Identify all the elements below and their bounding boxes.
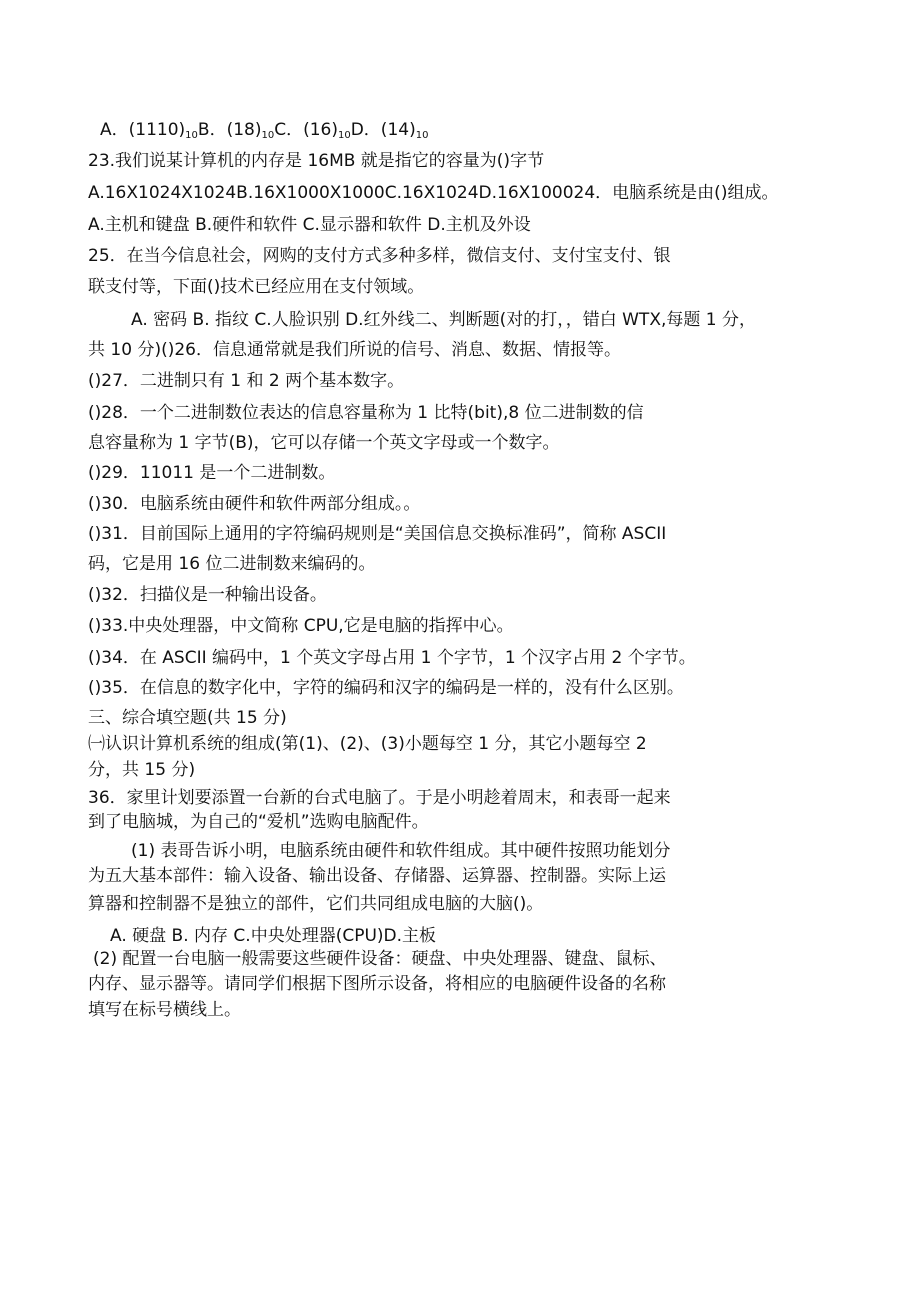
question-36 (88, 787, 671, 809)
question-31-cont (88, 553, 375, 575)
question-35 (88, 677, 684, 699)
subscript: 10 (415, 130, 429, 141)
text-line: 三、综合填空题(共 15 分) (88, 708, 287, 728)
question-36-part-1-cont (88, 865, 666, 887)
subscript: 10 (337, 130, 351, 141)
text-line: 分，共 15 分) (88, 760, 196, 780)
text-line: A. 密码 B. 指纹 C.人脸识别 D.红外线二、判断题(对的打，，错白 WTX,每题 1 分， (131, 310, 756, 330)
text-line: (1) 表哥告诉小明，电脑系统由硬件和软件组成。其中硬件按照功能划分 (131, 841, 671, 861)
text-segment: A．(1110) (100, 120, 186, 140)
options-q25-section-2 (131, 309, 756, 331)
question-26 (88, 339, 621, 361)
question-36-part-2 (93, 948, 666, 970)
text-line: (2) 配置一台电脑一般需要这些硬件设备：硬盘、中央处理器、键盘、鼠标、 (93, 949, 667, 969)
text-line: 填写在标号横线上。 (88, 1000, 241, 1020)
section-3-heading (88, 707, 287, 729)
text-line: 23.我们说某计算机的内存是 16MB 就是指它的容量为()字节 (88, 151, 545, 171)
text-segment: D．(14) (350, 120, 416, 140)
text-line: ()29．11011 是一个二进制数。 (88, 463, 336, 483)
text-segment: C．(16) (274, 120, 338, 140)
text-line: 为五大基本部件：输入设备、输出设备、存储器、运算器、控制器。实际上运 (88, 866, 666, 886)
question-27 (88, 370, 404, 392)
text-line: A.16X1024X1024B.16X1000X1000C.16X1024D.16X100024．电脑系统是由()组成。 (88, 183, 779, 203)
text-line: 联支付等，下面()技术已经应用在支付领域。 (88, 277, 425, 297)
text-segment: B．(18) (197, 120, 262, 140)
question-36-part-2-cont2 (88, 999, 241, 1021)
text-line: A.主机和键盘 B.硬件和软件 C.显示器和软件 D.主机及外设 (88, 215, 531, 235)
text-line: ()28．一个二进制数位表达的信息容量称为 1 比特(bit),8 位二进制数的信 (88, 403, 644, 423)
question-36-part-1-cont2 (88, 893, 543, 915)
text-line: 到了电脑城，为自己的“爱机”选购电脑配件。 (88, 812, 429, 832)
question-36-part-2-cont (88, 973, 666, 995)
text-line: ()30．电脑系统由硬件和软件两部分组成。。 (88, 494, 421, 514)
text-line: 共 10 分)()26．信息通常就是我们所说的信号、消息、数据、情报等。 (88, 340, 621, 360)
question-36-cont (88, 811, 429, 833)
text-line: ㈠认识计算机系统的组成(第(1)、(2)、(3)小题每空 1 分，其它小题每空 2 (88, 734, 647, 754)
text-line: ()32．扫描仪是一种输出设备。 (88, 585, 327, 605)
text-line: 码，它是用 16 位二进制数来编码的。 (88, 554, 376, 574)
question-25-cont (88, 276, 424, 298)
question-31 (88, 523, 666, 545)
text-line: ()33.中央处理器，中文简称 CPU,它是电脑的指挥中心。 (88, 616, 514, 636)
question-28-cont (88, 432, 560, 454)
question-34 (88, 647, 696, 669)
question-23 (88, 150, 544, 172)
text-line: ()35．在信息的数字化中，字符的编码和汉字的编码是一样的，没有什么区别。 (88, 678, 684, 698)
question-28 (88, 402, 644, 424)
text-line: 36．家里计划要添置一台新的台式电脑了。于是小明趁着周末，和表哥一起来 (88, 788, 671, 808)
question-30 (88, 493, 420, 515)
text-line: A. 硬盘 B. 内存 C.中央处理器(CPU)D.主板 (110, 926, 437, 946)
text-line: 25．在当今信息社会，网购的支付方式多种多样，微信支付、支付宝支付、银 (88, 246, 671, 266)
subscript: 10 (185, 130, 198, 141)
question-32 (88, 584, 327, 606)
subsection-1-heading-cont (88, 759, 195, 781)
text-line: ()34．在 ASCII 编码中，1 个英文字母占用 1 个字节，1 个汉字占用 2 个字节。 (88, 648, 696, 668)
question-33 (88, 615, 514, 637)
text-line: ()27．二进制只有 1 和 2 两个基本数字。 (88, 371, 405, 391)
text-line: ()31．目前国际上通用的字符编码规则是“美国信息交换标准码”，简称 ASCII (88, 524, 667, 544)
options-q23-q24 (88, 182, 778, 204)
options-q24 (88, 214, 531, 236)
subscript: 10 (261, 130, 275, 141)
text-line: 算器和控制器不是独立的部件，它们共同组成电脑的大脑()。 (88, 894, 544, 914)
question-36-part-1 (131, 840, 670, 862)
options-q36-part-1 (110, 925, 436, 947)
question-25 (88, 245, 671, 267)
options-q22 (100, 119, 428, 147)
text-line: 内存、显示器等。请同学们根据下图所示设备，将相应的电脑硬件设备的名称 (88, 974, 666, 994)
text-line: 息容量称为 1 字节(B)，它可以存储一个英文字母或一个数字。 (88, 433, 560, 453)
question-29 (88, 462, 335, 484)
subsection-1-heading (88, 733, 647, 755)
